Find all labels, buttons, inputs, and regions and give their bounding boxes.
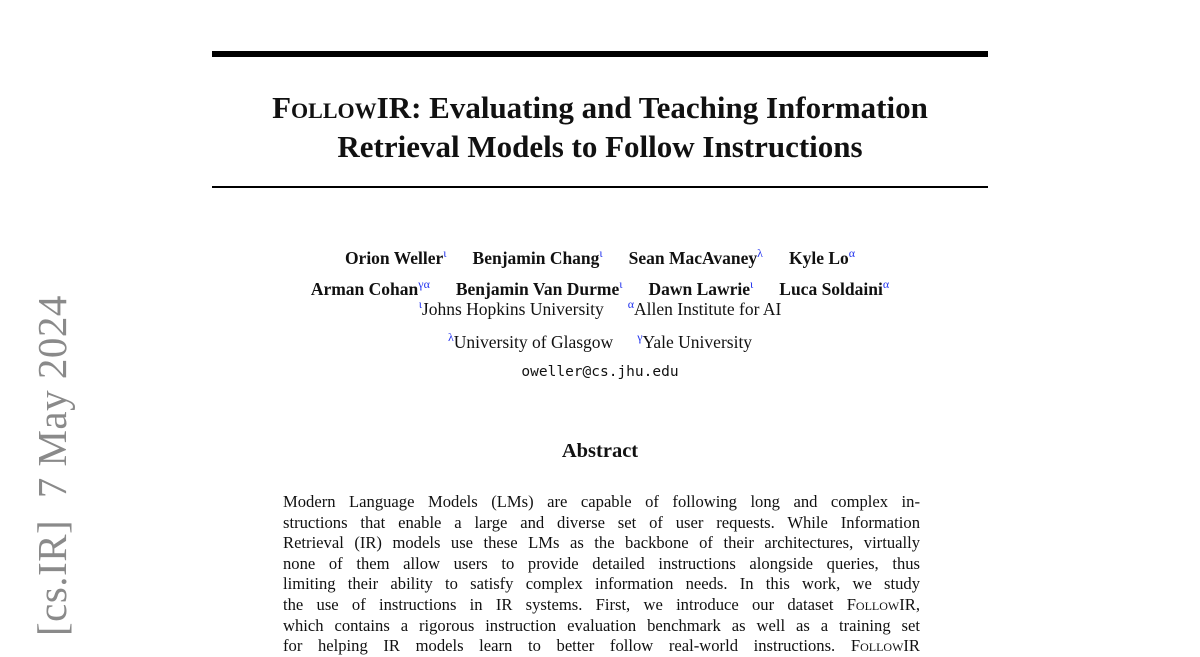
author-list bbox=[212, 240, 988, 302]
author bbox=[473, 248, 603, 268]
title-name: Follow bbox=[272, 90, 377, 125]
affiliation-mark: ι bbox=[443, 246, 447, 260]
affiliation-mark: λ bbox=[757, 246, 763, 260]
affiliation-mark: ι bbox=[599, 246, 603, 260]
title-line2: Retrieval Models to Follow Instructions bbox=[337, 129, 863, 164]
author bbox=[345, 248, 447, 268]
abstract-line: none of them allow users to provide detailed instructions alongside queries, thus bbox=[283, 553, 920, 573]
affiliation-name: Johns Hopkins University bbox=[421, 298, 604, 319]
abstract-line: Retrieval (IR) models use these LMs as the backbone of their architectures, virtually bbox=[283, 533, 920, 553]
author-name: Luca Soldaini bbox=[779, 278, 883, 299]
affiliation bbox=[448, 332, 613, 352]
affiliation bbox=[628, 299, 782, 319]
abstract-heading: Abstract bbox=[561, 440, 639, 462]
author bbox=[789, 248, 855, 268]
affiliation-name: University of Glasgow bbox=[453, 331, 614, 352]
affiliation-name: Allen Institute for AI bbox=[634, 298, 782, 319]
arxiv-date: 7 May 2024 bbox=[29, 295, 75, 499]
author-name: Sean MacAvaney bbox=[628, 247, 758, 268]
arxiv-stamp bbox=[28, 295, 76, 636]
affiliation-mark: γα bbox=[418, 276, 430, 291]
title-rule bbox=[212, 186, 988, 188]
abstract-line: limiting their ability to satisfy complex information needs. In this work, we study bbox=[283, 574, 920, 594]
affiliations-row-1 bbox=[212, 297, 988, 320]
title-name-suffix: IR bbox=[376, 90, 412, 125]
contact-email: oweller@cs.jhu.edu bbox=[521, 364, 679, 380]
top-rule bbox=[212, 51, 988, 57]
affiliation-mark: ι bbox=[619, 276, 623, 291]
arxiv-category: [cs.IR] bbox=[29, 519, 75, 636]
author-name: Benjamin Van Durme bbox=[455, 278, 620, 299]
author-name: Arman Cohan bbox=[310, 278, 419, 299]
author-name: Dawn Lawrie bbox=[648, 278, 751, 299]
abstract-line: the use of instructions in IR systems. First, we introduce our dataset FollowIR, bbox=[283, 594, 920, 614]
author-name: Orion Weller bbox=[344, 247, 444, 268]
affiliation bbox=[419, 299, 604, 319]
paper-title bbox=[212, 88, 988, 166]
affiliations-row-2 bbox=[212, 330, 988, 353]
affiliation-mark: γ bbox=[637, 330, 643, 344]
affiliation-mark: α bbox=[882, 276, 890, 291]
abstract-line: for helping IR models learn to better follow real-world instructions. FollowIR bbox=[283, 636, 920, 656]
author bbox=[310, 276, 430, 299]
author bbox=[455, 276, 623, 299]
author bbox=[648, 276, 754, 299]
author-name: Benjamin Chang bbox=[472, 247, 600, 268]
abstract-line: which contains a rigorous instruction evaluation benchmark as well as a training set bbox=[283, 615, 920, 635]
title-line1: : Evaluating and Teaching Information bbox=[411, 90, 928, 125]
author-name: Kyle Lo bbox=[788, 247, 849, 268]
affiliation-mark: ι bbox=[750, 276, 754, 291]
abstract-line: structions that enable a large and diverse set of user requests. While Information bbox=[283, 512, 920, 532]
author bbox=[779, 276, 890, 299]
affiliation-mark: λ bbox=[447, 330, 454, 344]
affiliation-mark: α bbox=[848, 246, 856, 260]
affiliation-name: Yale University bbox=[642, 331, 753, 352]
affiliation bbox=[637, 332, 752, 352]
affiliation-mark: ι bbox=[418, 297, 422, 311]
abstract-body bbox=[283, 492, 920, 657]
affiliation-mark: α bbox=[627, 297, 635, 311]
abstract-line: Modern Language Models (LMs) are capable of following long and complex in- bbox=[283, 492, 920, 511]
author bbox=[629, 248, 763, 268]
